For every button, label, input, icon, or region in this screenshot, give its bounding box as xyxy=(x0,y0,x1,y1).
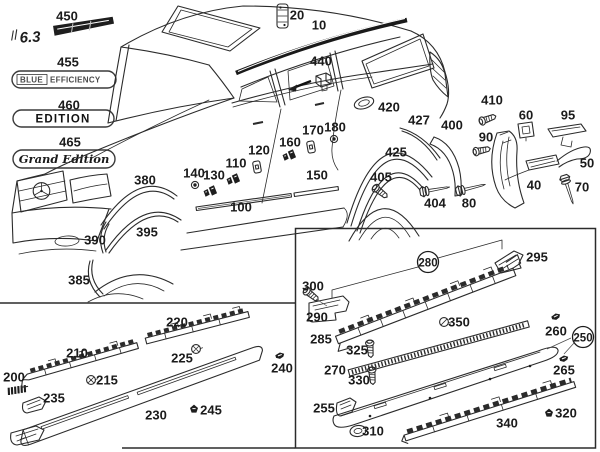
part-number-150: 150 xyxy=(306,167,328,183)
part-number-220: 220 xyxy=(166,314,188,330)
taillight xyxy=(430,52,448,97)
part-number-320: 320 xyxy=(555,405,577,421)
mercedes-star-icon xyxy=(33,183,50,200)
part-number-400: 400 xyxy=(441,117,463,133)
part-number-230: 230 xyxy=(145,407,167,423)
part-number-255: 255 xyxy=(313,400,335,416)
part-number-460: 460 xyxy=(58,97,80,113)
fuel-door xyxy=(353,95,375,112)
part-220-mounting-rail xyxy=(143,305,249,344)
part-60-clip xyxy=(518,122,534,141)
part-number-285: 285 xyxy=(310,331,332,347)
headlight xyxy=(70,174,111,203)
part-number-325: 325 xyxy=(346,342,368,358)
part-number-90: 90 xyxy=(478,129,494,145)
part-number-410: 410 xyxy=(481,92,503,108)
rear-quarter-window xyxy=(362,34,434,88)
part-number-70: 70 xyxy=(574,179,590,195)
badge-63-text: 6.3 xyxy=(19,28,41,47)
sunroof xyxy=(162,6,260,51)
rear-wheel xyxy=(349,209,419,241)
part-number-215: 215 xyxy=(96,372,118,388)
badge-edition-text: EDITION xyxy=(35,113,91,126)
part-number-200: 200 xyxy=(3,369,25,385)
part-235-end-cap xyxy=(11,397,46,445)
part-number-260: 260 xyxy=(545,323,567,339)
part-number-235: 235 xyxy=(43,390,65,406)
part-number-280: 280 xyxy=(418,257,438,270)
badge-blue-efficiency xyxy=(12,71,116,88)
part-number-130: 130 xyxy=(203,167,225,183)
part-number-455: 455 xyxy=(57,54,79,70)
part-number-390: 390 xyxy=(84,232,106,248)
bracket-line-280 xyxy=(332,240,502,298)
part-number-110: 110 xyxy=(225,155,247,171)
part-number-270: 270 xyxy=(324,362,346,378)
part-number-405: 405 xyxy=(370,169,392,185)
part-255-end-cap xyxy=(336,398,356,416)
part-number-420: 420 xyxy=(378,99,400,115)
part-number-60: 60 xyxy=(518,107,534,123)
part-number-245: 245 xyxy=(200,402,222,418)
badge-blue-text: BLUE xyxy=(20,75,43,85)
part-number-210: 210 xyxy=(66,345,88,361)
part-number-310: 310 xyxy=(362,423,384,439)
badge-efficiency-text: EFFICIENCY xyxy=(50,75,101,85)
part-number-80: 80 xyxy=(461,195,477,211)
part-number-290: 290 xyxy=(306,309,328,325)
part-number-295: 295 xyxy=(526,249,548,265)
part-number-465: 465 xyxy=(59,134,81,150)
running-board-group xyxy=(302,240,577,445)
part-number-120: 120 xyxy=(248,142,270,158)
part-number-340: 340 xyxy=(496,415,518,431)
part-number-300: 300 xyxy=(302,278,324,294)
badge-grand-edition xyxy=(13,150,115,168)
part-number-330: 330 xyxy=(348,372,370,388)
leader-250 xyxy=(547,338,574,354)
part-number-180: 180 xyxy=(324,119,346,135)
part-number-10: 10 xyxy=(311,17,327,33)
front-wheel xyxy=(88,275,173,302)
part-number-350: 350 xyxy=(448,314,470,330)
part-number-100: 100 xyxy=(230,199,252,215)
part-number-395: 395 xyxy=(136,224,158,240)
part-210-mounting-rail xyxy=(17,336,140,388)
part-number-425: 425 xyxy=(385,144,407,160)
part-number-250: 250 xyxy=(573,332,593,345)
part-number-380: 380 xyxy=(134,172,156,188)
part-number-404: 404 xyxy=(424,195,446,211)
part-number-450: 450 xyxy=(56,8,78,24)
part-number-40: 40 xyxy=(526,177,542,193)
part-150-door-moulding xyxy=(294,187,339,197)
part-number-50: 50 xyxy=(579,155,595,171)
part-number-385: 385 xyxy=(68,272,90,288)
part-number-265: 265 xyxy=(553,362,575,378)
part-number-160: 160 xyxy=(279,134,301,150)
part-number-95: 95 xyxy=(560,107,576,123)
left-sill-group xyxy=(7,305,285,447)
part-200-spring-clip xyxy=(7,382,28,398)
badge-grand-text: Grand Edition xyxy=(18,152,110,166)
part-number-240: 240 xyxy=(271,360,293,376)
part-number-20: 20 xyxy=(289,7,305,23)
part-number-140: 140 xyxy=(183,165,205,181)
part-number-225: 225 xyxy=(171,350,193,366)
part-number-427: 427 xyxy=(408,112,430,128)
part-number-440: 440 xyxy=(310,53,332,69)
part-40-mud-flap xyxy=(492,131,524,208)
mud-flap-group xyxy=(492,122,591,208)
part-95-bracket xyxy=(548,124,586,147)
badge-edition xyxy=(13,110,114,127)
part-number-170: 170 xyxy=(302,122,324,138)
